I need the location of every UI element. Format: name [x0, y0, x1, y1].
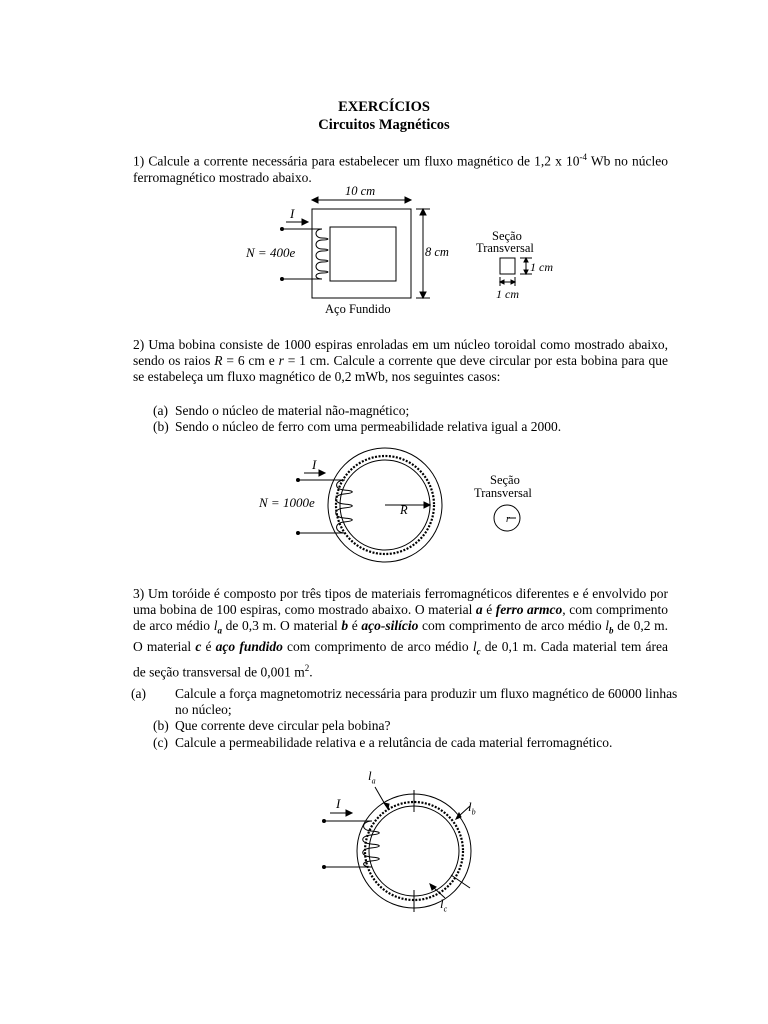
ex3-lb-sub: b: [609, 626, 614, 637]
ex3-p2: é: [482, 602, 496, 618]
ex3-item-a: [131, 686, 690, 718]
ex2-p1: 2) Uma bobina consiste de 1000 espiras enroladas em um núcleo toroidal como mostrado abaixo, sendo os raios: [133, 337, 668, 369]
page-subtitle: Circuitos Magnéticos: [318, 117, 450, 133]
ex3-p5: é: [348, 618, 362, 634]
ex3-c-material: aço fundido: [215, 639, 283, 655]
exercise-1-statement: [133, 149, 668, 186]
coil-turns: [316, 229, 328, 279]
item-text: Sendo o núcleo de material não-magnético;: [175, 403, 410, 418]
fig2-section-label-1: Seção: [490, 473, 520, 487]
ex3-p9: com comprimento de arco médio: [282, 639, 473, 655]
fig3-current-label: I: [336, 796, 341, 811]
item-label: (b): [153, 419, 169, 434]
toroid-outer: [357, 794, 471, 908]
ex3-lc: l: [472, 639, 477, 655]
toroid-mean: [365, 802, 463, 900]
ex3-c: c: [195, 639, 202, 655]
toroid-inner: [340, 460, 430, 550]
fig3-lc-l: l: [440, 896, 444, 911]
item-text: Que corrente deve circular pela bobina?: [175, 718, 391, 733]
ex3-item-c: [153, 735, 668, 751]
fig1-section-label-1: Seção: [492, 229, 522, 243]
fig3-la-label: [368, 768, 376, 786]
fig1-section-h-label: 1 cm: [530, 260, 553, 274]
ex3-exponent: 2: [304, 663, 310, 674]
ex3-item-b: [153, 718, 668, 734]
ex2-item-b: [153, 419, 668, 435]
ex3-lc-sub: c: [476, 646, 481, 657]
core-outer: [312, 209, 411, 298]
fig2-section-label-2: Transversal: [474, 486, 532, 500]
ex1-exponent: -4: [579, 152, 587, 162]
item-text: Calcule a permeabilidade relativa e a relutância de cada material ferromagnético.: [175, 735, 613, 750]
ex3-a: a: [475, 602, 483, 618]
dim-top-arrow-l: [312, 197, 318, 203]
exercise-2-statement: [133, 337, 668, 386]
fig1-width-label: 10 cm: [345, 184, 376, 198]
fig3-lb-s: b: [471, 807, 476, 817]
fig1-turns-label: N = 400e: [246, 245, 296, 260]
fig1-height-label: 8 cm: [425, 245, 449, 259]
ex1-text-a: 1) Calcule a corrente necessária para estabelecer um fluxo magnético de 1,2 x 10: [133, 153, 580, 169]
ex3-p8: é: [201, 639, 216, 655]
ex2-p3: = 1 cm. Calcule a corrente que deve circular por esta bobina para que se estabeleça um fluxo magnético de 0,2 mWb, nos seguintes casos:: [133, 353, 668, 385]
divider-right: [451, 875, 470, 888]
ex2-item-a: [153, 403, 668, 419]
ex3-p1: 3) Um toróide é composto por três tipos de materiais ferromagnéticos diferentes e é envolvido por uma bobina de 100 espiras, como mostrado abaixo. O material: [133, 586, 668, 618]
fig2-section-r-label: r: [506, 514, 510, 525]
item-label: (a): [153, 403, 168, 418]
fig3-lc-s: c: [443, 904, 448, 914]
ex2-p2: = 6 cm e: [222, 353, 279, 369]
fig2-current-label: I: [312, 457, 317, 472]
fig1-material-label: Aço Fundido: [325, 302, 391, 316]
item-label: (b): [153, 718, 169, 733]
page-title: EXERCÍCIOS: [338, 99, 430, 115]
fig3-lb-l: l: [468, 799, 472, 814]
ex3-p3: , com comprimento de arco médio: [133, 602, 668, 634]
fig1-section-w-label: 1 cm: [496, 287, 519, 301]
item-label: (c): [153, 735, 168, 750]
ex3-p6: com comprimento de arco médio: [418, 618, 606, 634]
ex3-b: b: [341, 618, 349, 634]
fig2-radius-label: R: [400, 503, 408, 517]
ex3-lb: l: [605, 618, 610, 634]
ex3-a-material: ferro armco: [495, 602, 563, 618]
ex3-p4: de 0,3 m. O material: [221, 618, 342, 634]
toroid-outer: [328, 448, 442, 562]
coil-turns: [363, 821, 380, 867]
coil-turns: [336, 480, 353, 533]
fig1-section-label-2: Transversal: [476, 241, 534, 255]
fig3-lc-label: [440, 896, 447, 914]
fig1-current-label: I: [290, 206, 295, 221]
item-label: (a): [131, 686, 146, 701]
section-square: [500, 258, 515, 274]
ex3-la: l: [213, 618, 218, 634]
dim-right-arrow-b: [420, 292, 426, 298]
exercise-3-statement: [133, 586, 668, 681]
ex3-la-sub: a: [217, 626, 222, 637]
ex1-text-b: Wb no núcleo ferromagnético mostrado abaixo.: [133, 153, 668, 185]
ex3-p11: .: [309, 664, 313, 680]
fig3-la-s: a: [371, 776, 376, 786]
ex2-r: r: [278, 353, 284, 369]
ex3-p10: de 0,1 m. Cada material tem área de seção transversal de 0,001 m: [133, 639, 668, 680]
dim-top-arrow-r: [405, 197, 411, 203]
ex3-p7: de 0,2 m. O material: [133, 618, 669, 655]
fig3-la-l: l: [368, 768, 372, 783]
item-text: Sendo o núcleo de ferro com uma permeabilidade relativa igual a 2000.: [175, 419, 562, 434]
dim-right-arrow-t: [420, 209, 426, 215]
toroid-mean: [336, 456, 434, 554]
toroid-inner: [369, 806, 459, 896]
fig2-turns-label: N = 1000e: [259, 495, 315, 510]
fig3-lb-label: [468, 799, 476, 817]
ex3-b-material: aço-silício: [361, 618, 419, 634]
core-inner: [330, 227, 396, 281]
item-text: Calcule a força magnetomotriz necessária para produzir um fluxo magnético de 60000 linhas no núcleo;: [175, 686, 678, 718]
ex2-R: R: [214, 353, 223, 369]
